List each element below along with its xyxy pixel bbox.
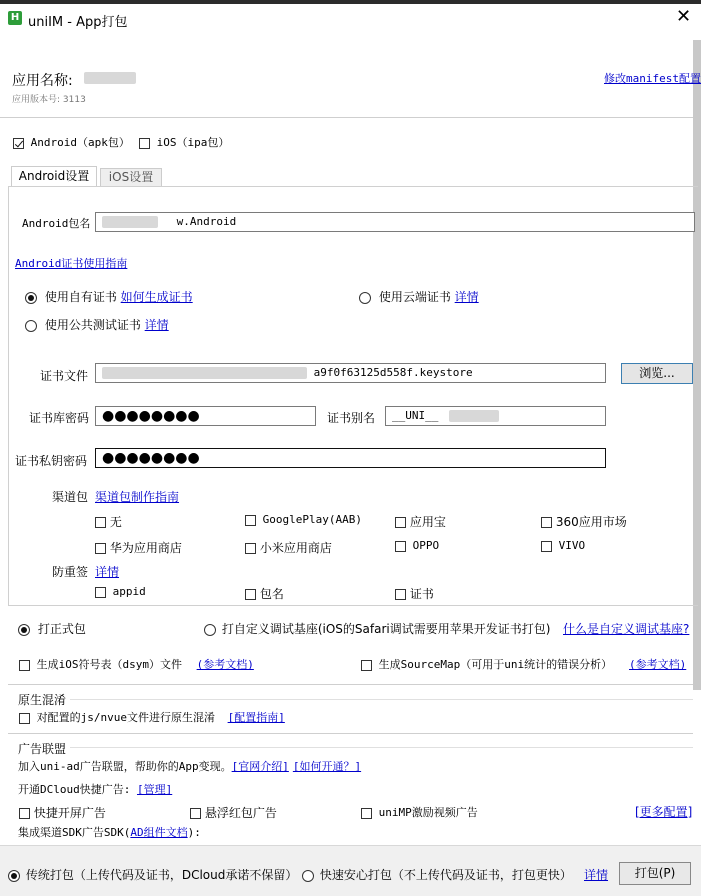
fast-pack-radio[interactable] — [302, 870, 314, 882]
cert-cloud-radio[interactable] — [359, 292, 371, 304]
channel-oppo-label: OPPO — [412, 539, 440, 552]
cert-own-option[interactable] — [25, 288, 193, 305]
ads-intro-text: 加入uni-ad广告联盟，帮助你的App变现。 — [18, 760, 232, 773]
channel-none-option[interactable] — [95, 513, 122, 530]
package-name-input[interactable] — [95, 212, 695, 232]
ad-rewarded-video-option[interactable] — [361, 804, 478, 820]
window-title: uniIM - App打包 — [28, 15, 128, 30]
channel-huawei-label: 华为应用商店 — [109, 541, 182, 555]
ads-dcloud-row — [18, 781, 172, 797]
cert-public-option[interactable] — [25, 316, 169, 333]
anti-resign-package-label: 包名 — [259, 587, 284, 601]
cert-guide-link[interactable]: Android证书使用指南 — [15, 257, 128, 270]
channel-yingyongbao-checkbox[interactable] — [395, 517, 406, 528]
how-to-generate-cert-link[interactable]: 如何生成证书 — [120, 290, 193, 304]
channel-googleplay-checkbox[interactable] — [245, 515, 256, 526]
package-name-value: w.Android — [176, 215, 237, 228]
ad-redpacket-option[interactable] — [190, 804, 277, 821]
channel-googleplay-option[interactable] — [245, 513, 362, 526]
key-password-input[interactable]: ●●●●●●●● — [95, 448, 606, 468]
obfuscation-guide-link[interactable]: [配置指南] — [227, 711, 285, 724]
debug-build-label: 打自定义调试基座(iOS的Safari调试需要用苹果开发证书打包) — [221, 622, 551, 636]
channel-none-checkbox[interactable] — [95, 517, 106, 528]
channel-oppo-checkbox[interactable] — [395, 541, 406, 552]
anti-resign-label: 防重签 — [52, 565, 89, 579]
channel-none-label: 无 — [109, 515, 122, 529]
dsym-option[interactable] — [19, 656, 254, 672]
app-name-redacted — [84, 72, 136, 84]
debug-build-option[interactable] — [204, 620, 550, 637]
cert-cloud-label: 使用云端证书 — [378, 290, 451, 304]
cert-own-label: 使用自有证书 — [44, 290, 117, 304]
debug-base-link[interactable]: 什么是自定义调试基座? — [563, 622, 690, 636]
fast-pack-option[interactable] — [302, 866, 572, 883]
store-password-input[interactable]: ●●●●●●●● — [95, 406, 316, 426]
android-platform-option[interactable] — [13, 134, 130, 150]
browse-button-label: 浏览... — [639, 366, 675, 380]
cert-file-label: 证书文件 — [40, 369, 89, 383]
channel-oppo-option[interactable] — [395, 539, 439, 552]
android-checkbox[interactable] — [13, 138, 24, 149]
cert-file-value: a9f0f63125d558f.keystore — [313, 366, 473, 379]
ad-redpacket-checkbox[interactable] — [190, 808, 201, 819]
channel-xiaomi-label: 小米应用商店 — [259, 541, 332, 555]
pack-details-link[interactable]: 详情 — [584, 868, 609, 882]
sourcemap-option[interactable] — [361, 656, 612, 672]
dsym-label: 生成iOS符号表（dsym）文件 — [36, 658, 182, 671]
release-build-label: 打正式包 — [37, 622, 86, 636]
cert-alias-label: 证书别名 — [327, 411, 376, 425]
tab-android-settings[interactable] — [11, 166, 97, 186]
anti-resign-appid-label: appid — [112, 585, 146, 598]
cert-public-label: 使用公共测试证书 — [44, 318, 141, 332]
channel-xiaomi-option[interactable] — [245, 539, 332, 556]
key-password-label: 证书私钥密码 — [15, 454, 88, 468]
release-build-option[interactable] — [18, 620, 86, 637]
sourcemap-label: 生成SourceMap（可用于uni统计的错误分析） — [378, 658, 613, 671]
divider — [0, 117, 693, 118]
pack-button-label: 打包(P) — [634, 866, 676, 880]
traditional-pack-option[interactable] — [8, 866, 297, 883]
fast-pack-label: 快速安心打包（不上传代码及证书，打包更快） — [319, 868, 572, 882]
ads-sdk-row — [18, 824, 201, 840]
anti-resign-cert-label: 证书 — [409, 587, 434, 601]
anti-resign-cert-checkbox[interactable] — [395, 589, 406, 600]
channel-360-label: 360应用市场 — [555, 515, 627, 529]
channel-vivo-option[interactable] — [541, 539, 585, 552]
cert-public-radio[interactable] — [25, 320, 37, 332]
ads-manage-link[interactable]: [管理] — [136, 783, 173, 796]
channel-360-checkbox[interactable] — [541, 517, 552, 528]
cert-alias-input[interactable] — [385, 406, 606, 426]
anti-resign-cert-option[interactable] — [395, 585, 434, 602]
obfuscation-label: 对配置的js/nvue文件进行原生混淆 — [36, 711, 215, 724]
android-platform-label: Android（apk包） — [30, 136, 130, 149]
tab-ios-label: iOS设置 — [108, 170, 154, 184]
modify-manifest-link[interactable]: 修改manifest配置 — [604, 72, 701, 85]
obfuscation-checkbox[interactable] — [19, 713, 30, 724]
anti-resign-appid-checkbox[interactable] — [95, 587, 106, 598]
traditional-pack-radio[interactable] — [8, 870, 20, 882]
channel-xiaomi-checkbox[interactable] — [245, 543, 256, 554]
obfuscation-option[interactable] — [19, 709, 285, 725]
browse-button[interactable] — [621, 363, 693, 384]
sourcemap-checkbox[interactable] — [361, 660, 372, 671]
channel-yingyongbao-label: 应用宝 — [409, 515, 446, 529]
divider — [8, 684, 693, 685]
ios-platform-option[interactable] — [139, 134, 229, 150]
ad-splash-checkbox[interactable] — [19, 808, 30, 819]
tab-ios-settings[interactable] — [100, 168, 162, 186]
channel-guide-link[interactable]: 渠道包制作指南 — [95, 490, 180, 504]
ads-title: 广告联盟 — [18, 742, 67, 756]
sourcemap-docs-link[interactable]: (参考文档) — [629, 658, 687, 671]
ad-splash-label: 快捷开屏广告 — [33, 806, 106, 820]
ios-platform-label: iOS（ipa包） — [156, 136, 230, 149]
anti-resign-package-checkbox[interactable] — [245, 589, 256, 600]
traditional-pack-label: 传统打包（上传代码及证书，DCloud承诺不保留） — [25, 868, 298, 882]
ads-official-intro-link[interactable]: [官网介绍] — [231, 760, 289, 773]
channel-googleplay-label: GooglePlay(AAB) — [262, 513, 362, 526]
divider — [70, 747, 693, 748]
ios-checkbox[interactable] — [139, 138, 150, 149]
app-logo-icon: H — [8, 11, 22, 25]
ad-rewarded-video-label: uniMP激励视频广告 — [378, 806, 478, 819]
close-icon[interactable]: ✕ — [676, 6, 692, 27]
ad-redpacket-label: 悬浮红包广告 — [204, 806, 277, 820]
dsym-checkbox[interactable] — [19, 660, 30, 671]
anti-resign-package-option[interactable] — [245, 585, 284, 602]
cert-cloud-details-link[interactable]: 详情 — [454, 290, 479, 304]
app-version: 应用版本号: 3113 — [12, 95, 86, 105]
ads-more-config-link[interactable]: [更多配置] — [635, 805, 693, 819]
package-name-label: Android包名 — [22, 217, 91, 230]
cert-own-radio[interactable] — [25, 292, 37, 304]
channel-vivo-label: VIVO — [558, 539, 586, 552]
ads-sdk-prefix: 集成渠道SDK广告SDK( — [18, 826, 131, 839]
cert-alias-value: __UNI__ — [392, 409, 439, 422]
pack-button[interactable] — [619, 862, 691, 885]
store-password-label: 证书库密码 — [29, 411, 90, 425]
ad-splash-option[interactable] — [19, 804, 106, 821]
ad-component-docs-link[interactable]: AD组件文档 — [130, 826, 188, 839]
cert-alias-redacted — [449, 410, 499, 422]
release-build-radio[interactable] — [18, 624, 30, 636]
app-name-label: 应用名称: — [12, 73, 73, 89]
cert-file-input[interactable] — [95, 363, 606, 383]
anti-resign-details-link[interactable]: 详情 — [95, 565, 120, 579]
divider — [70, 699, 693, 700]
cert-cloud-option[interactable] — [359, 288, 479, 305]
channel-vivo-checkbox[interactable] — [541, 541, 552, 552]
ads-dcloud-text: 开通DCloud快捷广告: — [18, 783, 131, 796]
debug-build-radio[interactable] — [204, 624, 216, 636]
package-name-redacted — [102, 216, 158, 228]
anti-resign-appid-option[interactable] — [95, 585, 146, 598]
channel-360-option[interactable] — [541, 513, 627, 530]
ad-rewarded-video-checkbox[interactable] — [361, 808, 372, 819]
channel-yingyongbao-option[interactable] — [395, 513, 446, 530]
obfuscation-title: 原生混淆 — [18, 693, 67, 707]
cert-path-redacted — [102, 367, 307, 379]
ads-sdk-suffix: ): — [187, 826, 201, 839]
tab-android-label: Android设置 — [18, 169, 90, 183]
channel-huawei-option[interactable] — [95, 539, 182, 556]
ads-intro — [18, 758, 361, 774]
title-bar — [0, 4, 701, 33]
divider — [8, 733, 693, 734]
ads-how-to-open-link[interactable]: [如何开通？] — [292, 760, 362, 773]
cert-public-details-link[interactable]: 详情 — [144, 318, 169, 332]
channel-huawei-checkbox[interactable] — [95, 543, 106, 554]
dsym-docs-link[interactable]: (参考文档) — [196, 658, 254, 671]
channel-label: 渠道包 — [52, 490, 89, 504]
